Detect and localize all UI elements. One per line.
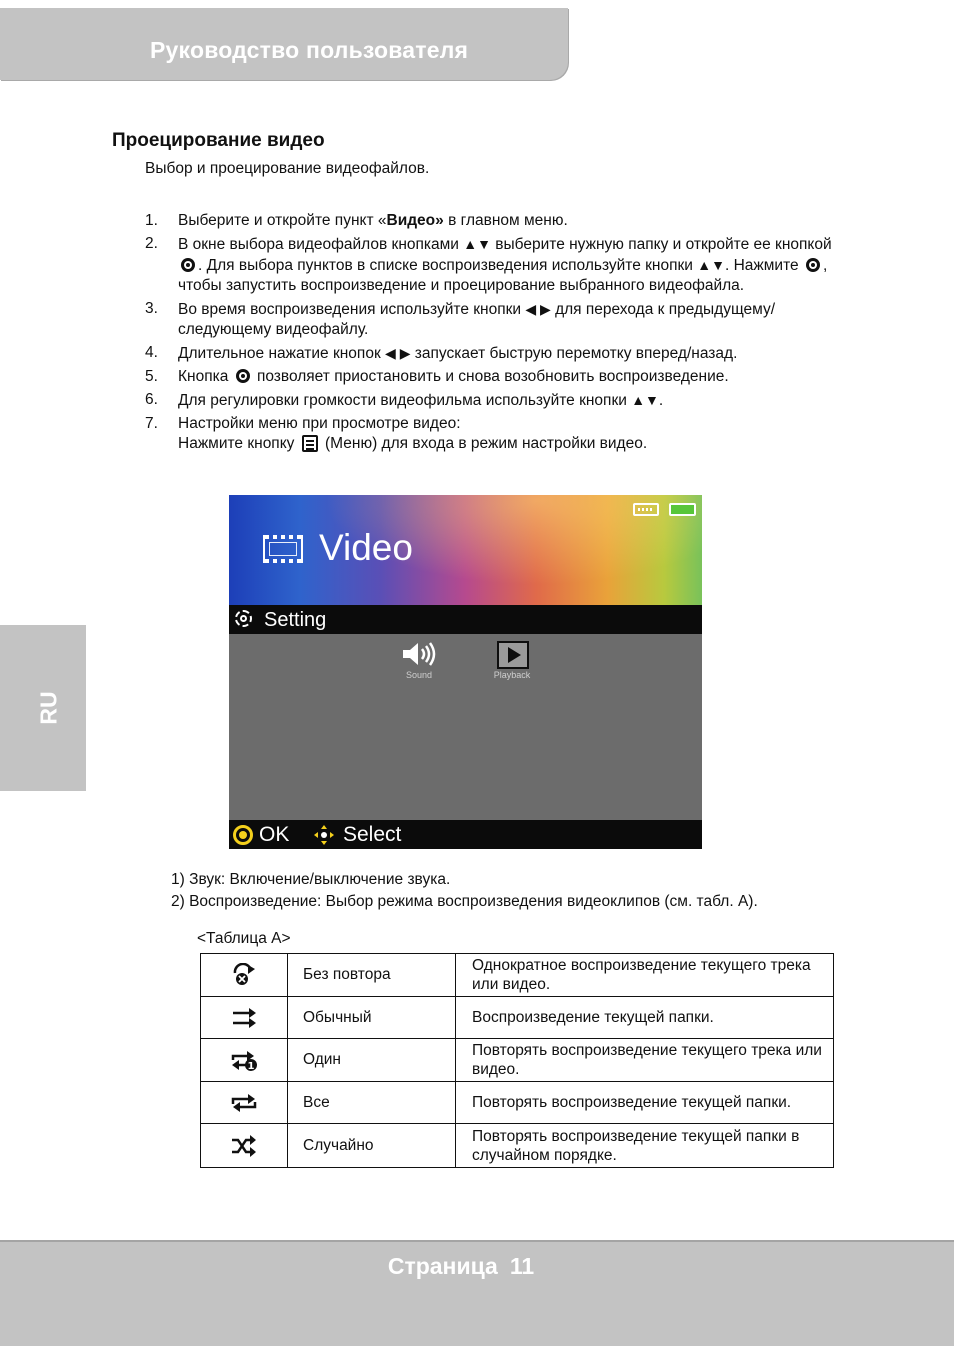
step-number: 5. [145, 368, 158, 385]
steps-list [145, 211, 845, 457]
step-text: Для регулировки громкости видеофильма используйте кнопки [178, 392, 632, 409]
table-cell-name: Один [288, 1039, 456, 1082]
no-repeat-icon [231, 963, 257, 987]
device-title: Video [319, 527, 413, 568]
table-caption: <Таблица А> [197, 930, 291, 947]
repeat-one-icon [230, 1048, 258, 1072]
step-text: для перехода к предыдущему/следующему видеофайлу. [178, 301, 776, 338]
step-number: 1. [145, 212, 158, 229]
page-number: 11 [509, 1253, 535, 1279]
step-text: В окне выбора видеофайлов кнопками [178, 236, 464, 253]
dpad-icon [313, 824, 335, 846]
table-cell-desc: Повторять воспроизведение текущей папки в случайном порядке. [456, 1124, 834, 1168]
table-row [201, 1082, 834, 1124]
step-text: (Меню) для входа в режим настройки видео. [320, 435, 648, 452]
step-number: 4. [145, 344, 158, 361]
battery-icon [669, 503, 696, 516]
playback-modes-table [200, 953, 834, 1168]
step-text: . Нажмите [724, 257, 803, 274]
step-number: 2. [145, 235, 158, 252]
table-row [201, 1124, 834, 1168]
select-label: Select [343, 823, 402, 846]
step-text: , чтобы запустить воспроизведение и проецирование выбранного видеофайла. [178, 257, 828, 294]
video-banner [229, 495, 702, 605]
table-cell-icon [201, 954, 288, 997]
step-text: выберите нужную папку и откройте ее кнопкой [490, 236, 832, 253]
page-word: Страница [387, 1253, 498, 1279]
repeat-all-icon [230, 1092, 258, 1114]
table-cell-icon [201, 997, 288, 1039]
film-icon [263, 535, 303, 563]
sound-option-label: Sound [405, 670, 433, 680]
step-text: . [658, 392, 664, 409]
svg-text:1: 1 [247, 1061, 255, 1072]
page-header-title: Руководство пользователя [150, 37, 469, 63]
playback-option-label: Playback [493, 670, 531, 680]
memory-card-icon [633, 503, 659, 516]
step-5 [145, 367, 845, 387]
step-2 [145, 234, 845, 296]
step-bold-text: Видео» [386, 212, 444, 229]
step-number: 7. [145, 415, 158, 432]
language-tab-label: RU [35, 691, 62, 725]
step-text: запускает быструю перемотку вперед/назад. [410, 345, 738, 362]
device-hint-bar [229, 820, 702, 849]
step-text: Нажмите кнопку [178, 435, 299, 452]
table-cell-icon [201, 1082, 288, 1124]
step-number: 6. [145, 391, 158, 408]
step-text: Длительное нажатие кнопок [178, 345, 386, 362]
left-right-arrows-icon: ◀ ▶ [525, 301, 551, 317]
table-row [201, 1039, 834, 1082]
note-playback: 2) Воспроизведение: Выбор режима воспроизведения видеоклипов (см. табл. А). [171, 893, 758, 910]
step-text: Во время воспроизведения используйте кнопки [178, 301, 526, 318]
ok-button-icon [181, 258, 195, 272]
left-right-arrows-icon: ◀ ▶ [385, 345, 411, 361]
table-cell-desc: Повторять воспроизведение текущего трека или видео. [456, 1039, 834, 1082]
table-cell-desc: Однократное воспроизведение текущего трека или видео. [456, 954, 834, 997]
ok-button-icon [806, 258, 820, 272]
step-7 [145, 414, 845, 454]
table-cell-name: Без повтора [288, 954, 456, 997]
page-number-label [0, 1253, 922, 1280]
device-screen [229, 495, 702, 849]
step-1 [145, 211, 845, 231]
table-cell-name: Случайно [288, 1124, 456, 1168]
ok-icon [233, 825, 253, 845]
step-3 [145, 299, 845, 340]
shuffle-icon [230, 1135, 258, 1157]
step-text: . Для выбора пунктов в списке воспроизведения используйте кнопки [198, 257, 698, 274]
up-down-arrows-icon: ▲▼ [463, 236, 491, 252]
gear-icon [235, 610, 252, 627]
step-text: Кнопка [178, 368, 233, 385]
step-4 [145, 343, 845, 364]
ok-button-icon [236, 369, 250, 383]
step-number: 3. [145, 300, 158, 317]
table-cell-name: Обычный [288, 997, 456, 1039]
table-cell-desc: Воспроизведение текущей папки. [456, 997, 834, 1039]
table-cell-icon [201, 1124, 288, 1168]
table-row [201, 997, 834, 1039]
step-6 [145, 390, 845, 411]
table-cell-desc: Повторять воспроизведение текущей папки. [456, 1082, 834, 1124]
section-title: Проецирование видео [112, 130, 325, 151]
section-subtitle: Выбор и проецирование видеофайлов. [145, 160, 430, 177]
sound-icon[interactable] [401, 641, 439, 667]
setting-bar [229, 605, 702, 634]
notes [171, 869, 758, 913]
note-sound: 1) Звук: Включение/выключение звука. [171, 871, 451, 888]
step-text: в главном меню. [443, 212, 568, 229]
ok-label: OK [259, 823, 290, 846]
table-cell-name: Все [288, 1082, 456, 1124]
up-down-arrows-icon: ▲▼ [697, 257, 725, 273]
normal-order-icon [231, 1007, 257, 1029]
table-row [201, 954, 834, 997]
table-cell-icon [201, 1039, 288, 1082]
menu-button-icon [302, 435, 318, 452]
playback-icon[interactable] [497, 641, 529, 669]
setting-label: Setting [264, 609, 327, 631]
step-text: Выберите и откройте пункт « [178, 212, 387, 229]
up-down-arrows-icon: ▲▼ [631, 392, 659, 408]
step-text: Настройки меню при просмотре видео: [178, 415, 461, 432]
step-text: позволяет приостановить и снова возобновить воспроизведение. [252, 368, 729, 385]
